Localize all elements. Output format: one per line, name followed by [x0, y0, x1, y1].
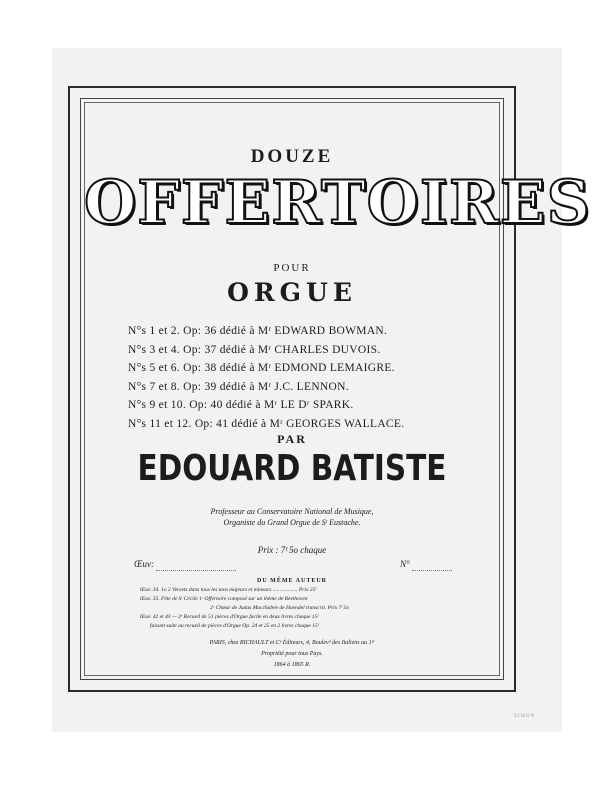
author-name: EDOUARD BATISTE — [137, 448, 447, 489]
work-row: N°s 3 et 4. Op: 37 dédié à Mʳ CHARLES DUVOIS. — [128, 343, 381, 356]
number-blank-line — [412, 570, 452, 571]
library-stamp: SIMON — [514, 714, 536, 719]
publisher-plate: 1864 à 1865 R. — [273, 662, 311, 668]
price-text: Prix : 7ᶠ 5o chaque — [257, 545, 327, 555]
title-offertoires: OFFERTOIRES — [84, 168, 591, 238]
author-credit: Professeur au Conservatoire National de Musique, — [210, 507, 374, 516]
same-author-heading: DU MÊME AUTEUR — [256, 578, 327, 584]
oeuvre-blank-line — [156, 570, 236, 571]
works-list — [128, 322, 488, 434]
title-pour: POUR — [273, 262, 311, 274]
title-orgue: ORGUE — [227, 278, 357, 307]
publisher-line: PARIS, chez RICHAULT et Cᵉ Éditeurs, 4, Boulevᵈ des Italiens au 1ᵉʳ — [209, 640, 375, 646]
other-work-line: 2ᵉ Chœur de Judas Macchabée de Haendel transcrit. Prix 7ᶠ 5o — [210, 605, 350, 611]
other-work-line: Œuv. 42 et 43 — 2ᵉ Recueil de 51 pièces d'Orgue facile en deux livres chaque 15ᶠ — [140, 614, 319, 620]
work-row: N°s 1 et 2. Op: 36 dédié à Mʳ EDWARD BOWMAN. — [128, 325, 388, 337]
other-work-line: Œuv. 34. 1o 2 Versets dans tous les tons majeurs et mineurs .................. Prix 25ᶠ — [140, 587, 317, 593]
par-label: PAR — [277, 432, 307, 446]
other-work-line: faisant suite au recueil de pièces d'Orgue Op. 24 et 25 en 2 livres chaque 15ᶠ — [150, 623, 319, 629]
work-row: N°s 11 et 12. Op: 41 dédié à Mʳ GEORGES WALLACE. — [128, 417, 405, 430]
publisher-rights: Propriété pour tous Pays. — [261, 651, 323, 657]
title-douze: DOUZE — [250, 146, 334, 167]
work-row: N°s 7 et 8. Op: 39 dédié à Mʳ J.C. LENNON. — [128, 380, 349, 393]
author-credit: Organiste du Grand Orgue de Sᵗ Eustache. — [223, 518, 361, 527]
work-row: N°s 5 et 6. Op: 38 dédié à Mʳ EDMOND LEMAIGRE. — [128, 362, 395, 375]
work-row: N°s 9 et 10. Op: 40 dédié à Mʳ LE Dʳ SPARK. — [128, 399, 354, 412]
number-label: N° — [400, 559, 410, 569]
oeuvre-label: Œuv: — [134, 559, 154, 569]
other-work-line: Œuv. 35. Fête de Sᵗ Cécile 1ʳ Offertoire composé sur un thème de Beethoven — [140, 596, 308, 602]
